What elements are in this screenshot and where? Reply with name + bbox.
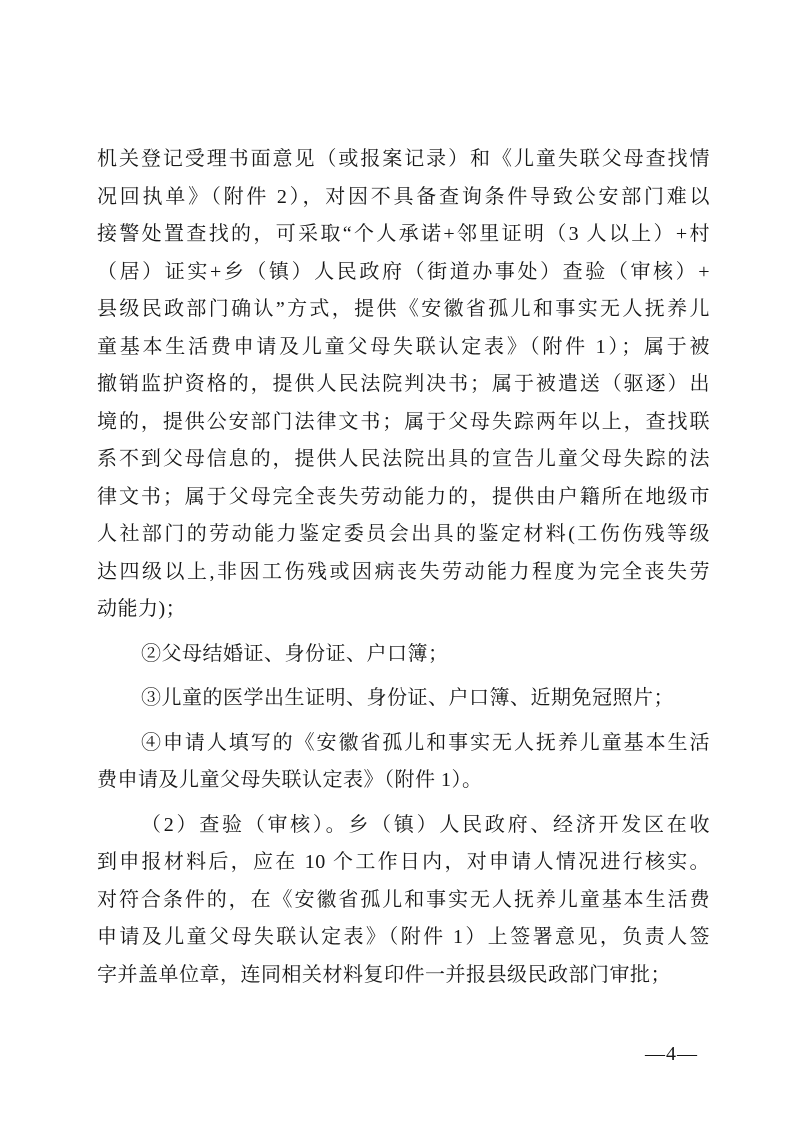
text-line: （居）证实+乡（镇）人民政府（街道办事处）查验（审核）+ <box>97 260 710 283</box>
text-line: 县级民政部门确认”方式，提供《安徽省孤儿和事实无人抚养儿 <box>97 298 710 320</box>
text-line: 撤销监护资格的，提供人民法院判决书；属于被遣送（驱逐）出 <box>97 373 710 395</box>
text-line: 对符合条件的，在《安徽省孤儿和事实无人抚养儿童基本生活费 <box>97 888 710 911</box>
text-line: 字并盖单位章，连同相关材料复印件一并报县级民政部门审批； <box>97 963 671 986</box>
text-line: 动能力)； <box>97 598 187 620</box>
text-line: 达四级以上,非因工伤残或因病丧失劳动能力程度为完全丧失劳 <box>97 560 710 583</box>
text-line: 到申报材料后，应在 10 个工作日内，对申请人情况进行核实。 <box>97 851 710 873</box>
text-line: 律文书；属于父母完全丧失劳动能力的，提供由户籍所在地级市 <box>97 485 710 508</box>
text-line: 况回执单》（附件 2），对因不具备查询条件导致公安部门难以 <box>97 185 710 208</box>
document-body <box>97 141 710 994</box>
text-line: 人社部门的劳动能力鉴定委员会出具的鉴定材料(工伤伤残等级 <box>97 523 710 545</box>
text-line: ②父母结婚证、身份证、户口簿； <box>141 642 449 665</box>
text-line: 境的，提供公安部门法律文书；属于父母失踪两年以上，查找联 <box>97 410 710 433</box>
paragraph <box>97 680 710 718</box>
text-line: 费申请及儿童父母失联认定表》（附件 1）。 <box>97 769 483 791</box>
text-line: （2）查验（审核）。乡（镇）人民政府、经济开发区在收 <box>141 813 710 836</box>
paragraph <box>97 636 710 674</box>
text-line: ④申请人填写的《安徽省孤儿和事实无人抚养儿童基本生活 <box>141 731 710 754</box>
text-line: 申请及儿童父母失联认定表》（附件 1）上签署意见，负责人签 <box>97 926 710 948</box>
text-line: ③儿童的医学出生证明、身份证、户口簿、近期免冠照片； <box>141 687 674 709</box>
text-line: 系不到父母信息的，提供人民法院出具的宣告儿童父母失踪的法 <box>97 448 710 470</box>
paragraph <box>97 807 710 995</box>
text-line: 机关登记受理书面意见（或报案记录）和《儿童失联父母查找情 <box>97 148 710 170</box>
page-number: —4— <box>645 1043 698 1065</box>
text-line: 接警处置查找的，可采取“个人承诺+邻里证明（3 人以上）+村 <box>97 223 710 245</box>
paragraph <box>97 725 710 800</box>
text-line: 童基本生活费申请及儿童父母失联认定表》（附件 1）；属于被 <box>97 335 710 358</box>
paragraph <box>97 141 710 629</box>
